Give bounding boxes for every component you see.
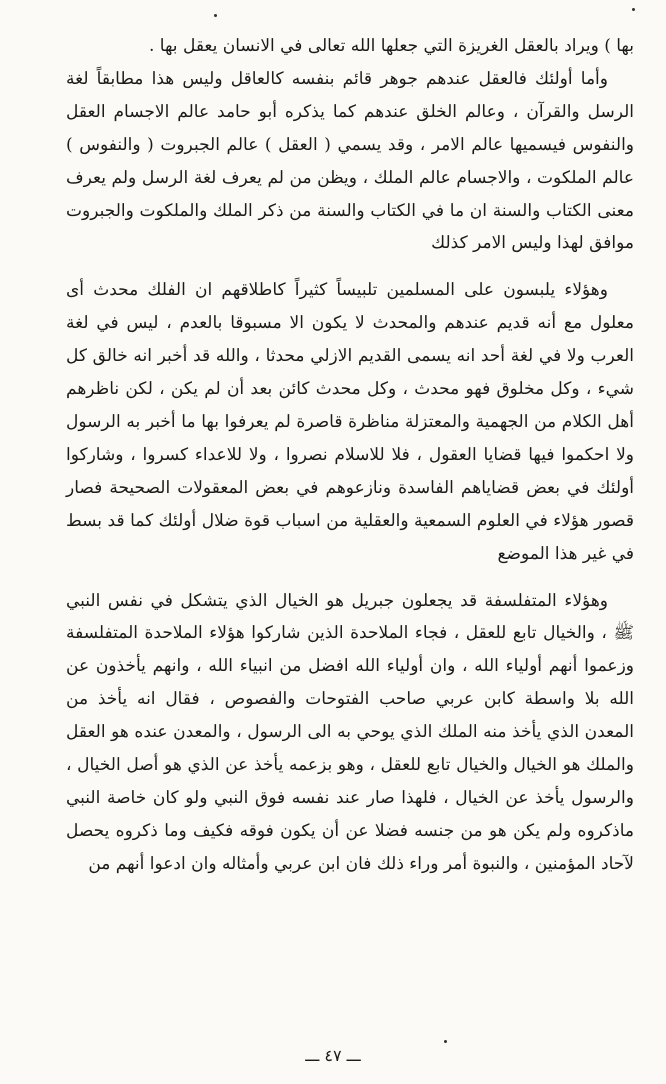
paper-speck [632,8,635,11]
paragraph-4: وهؤلاء المتفلسفة قد يجعلون جبريل هو الخيال الذي يتشكل في نفس النبي ﷺ ، والخيال تابع للعقل ، فجاء الملاحدة الذين شاركوا هؤلاء الملاحدة المتفلسفة وزعموا أنهم أولياء الله ، وان أولياء الله افضل من انبياء الله ، وانهم يأخذون عن الله بلا واسطة كابن عربي صاحب الفتوحات والفصوص ، فقال انه يأخذ من المعدن الذي يأخذ منه الملك الذي يوحي به الى الرسول ، والمعدن عنده هو العقل والملك هو الخيال والخيال تابع للعقل ، وهو بزعمه يأخذ عن الذي هو أصل الخيال ، والرسول يأخذ عن الخيال ، فلهذا صار عند نفسه فوق النبي ولو كان خاصة النبي ماذكروه ولم يكن هو من جنسه فضلا عن أن يكون فوقه فكيف وما ذكروه يحصل لآحاد المؤمنين ، والنبوة أمر وراء ذلك فان ابن عربي وأمثاله وان ادعوا أنهم من [66,590,634,874]
paper-speck [444,1040,447,1043]
paragraph-3: وهؤلاء يلبسون على المسلمين تلبيساً كثيراً كاطلاقهم ان الفلك محدث أى معلول مع أنه قديم عندهم والمحدث لا يكون الا مسبوقا بالعدم ، ليس في لغة العرب ولا في لغة أحد انه يسمى القديم الازلي محدثا ، والله قد أخبر انه خالق كل شيء ، وكل مخلوق فهو محدث ، وكل محدث كائن بعد أن لم يكن ، لكن ناظرهم أهل الكلام من الجهمية والمعتزلة مناظرة قاصرة لم يعرفوا بها ما أخبر به الرسول ولا احكموا فيها قضايا العقول ، فلا للاسلام نصروا ، ولا للاعداء كسروا ، وشاركوا أولئك في بعض قضاياهم الفاسدة ونازعوهم في بعض المعقولات الصحيحة فصار قصور هؤلاء في العلوم السمعية والعقلية من اسباب قوة ضلال أولئك كما قد بسط في غير هذا الموضع [66,280,634,564]
paragraph-1: بها ) ويراد بالعقل الغريزة التي جعلها الله تعالى في الانسان يعقل بها . [148,36,634,56]
page-body [66,30,634,881]
page-number: ـــ ٤٧ ـــ [305,1046,361,1065]
paper-speck [214,14,217,17]
paragraph-2: وأما أولئك فالعقل عندهم جوهر قائم بنفسه كالعاقل وليس هذا مطابقاً لغة الرسل والقرآن ، وعالم الخلق عندهم كما يذكره أبو حامد عالم الاجسام العقل والنفوس فيسميها عالم الامر ، وقد يسمي ( العقل ) عالم الجبروت ( والنفوس ) عالم الملكوت ، والاجسام عالم الملك ، ويظن من لم يعرف لغة الرسل ولم يعرف معنى الكتاب والسنة ان ما في الكتاب والسنة من ذكر الملك والملكوت والجبروت موافق لهذا وليس الامر كذلك [66,68,634,254]
